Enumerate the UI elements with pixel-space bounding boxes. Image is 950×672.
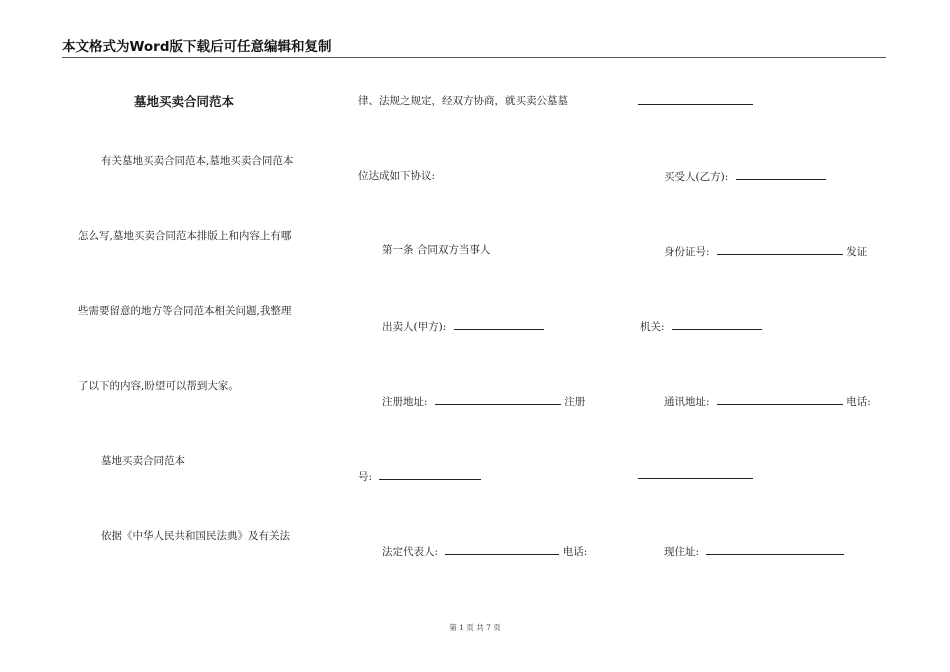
mailing-address-label: 通讯地址: bbox=[664, 396, 710, 408]
section-heading: 墓地买卖合同范本 bbox=[101, 455, 185, 467]
registered-address-row bbox=[382, 394, 585, 408]
issuing-authority-label: 发证 bbox=[846, 246, 868, 258]
intro-line-2: 怎么写,墓地买卖合同范本排版上和内容上有哪 bbox=[78, 230, 292, 242]
registered-address-label: 注册地址: bbox=[382, 396, 428, 408]
agreement-line-2: 位达成如下协议: bbox=[358, 170, 436, 182]
legal-basis-line: 依据《中华人民共和国民法典》及有关法 bbox=[101, 530, 290, 542]
current-address-label: 现住址: bbox=[664, 546, 700, 558]
registration-number-blank[interactable] bbox=[379, 469, 481, 480]
document-title: 墓地买卖合同范本 bbox=[134, 94, 235, 109]
id-number-label: 身份证号: bbox=[664, 246, 710, 258]
legal-representative-label: 法定代表人: bbox=[382, 546, 439, 558]
issuing-authority-row bbox=[640, 319, 762, 333]
page-number: 第 1 页 共 7 页 bbox=[449, 623, 501, 632]
buyer-name-blank[interactable] bbox=[736, 169, 826, 180]
legal-representative-row bbox=[382, 544, 587, 558]
registered-address-blank[interactable] bbox=[435, 394, 561, 405]
id-number-row bbox=[664, 244, 867, 258]
intro-line-4: 了以下的内容,盼望可以帮到大家。 bbox=[78, 380, 239, 392]
mailing-address-blank[interactable] bbox=[717, 394, 843, 405]
article-one-heading: 第一条 合同双方当事人 bbox=[382, 244, 491, 256]
buyer-label: 买受人(乙方): bbox=[664, 171, 729, 183]
continued-field-blank-2[interactable] bbox=[638, 478, 753, 479]
current-address-row bbox=[664, 544, 844, 558]
buyer-row bbox=[664, 169, 826, 183]
intro-line-3: 些需要留意的地方等合同范本相关问题,我整理 bbox=[78, 305, 292, 317]
registration-number-label: 注册 bbox=[564, 396, 586, 408]
buyer-phone-label: 电话: bbox=[846, 396, 871, 408]
registration-number-label-cont: 号: bbox=[358, 471, 373, 483]
mailing-address-row bbox=[664, 394, 871, 408]
id-number-blank[interactable] bbox=[717, 244, 843, 255]
intro-line-1: 有关墓地买卖合同范本,墓地买卖合同范本 bbox=[101, 155, 294, 167]
legal-representative-blank[interactable] bbox=[445, 544, 559, 555]
agreement-line-1: 律、法规之规定，经双方协商，就买卖公墓墓 bbox=[358, 95, 568, 107]
continued-field-blank-1[interactable] bbox=[638, 104, 753, 105]
seller-phone-label: 电话: bbox=[562, 546, 588, 558]
registration-number-row bbox=[358, 469, 481, 483]
document-header-banner: 本文格式为Word版下载后可任意编辑和复制 bbox=[62, 35, 886, 58]
issuing-authority-blank[interactable] bbox=[672, 319, 762, 330]
current-address-blank[interactable] bbox=[706, 544, 844, 555]
seller-label: 出卖人(甲方): bbox=[382, 321, 447, 333]
seller-name-blank[interactable] bbox=[454, 319, 544, 330]
issuing-authority-label-cont: 机关: bbox=[640, 321, 665, 333]
seller-row bbox=[382, 319, 544, 333]
